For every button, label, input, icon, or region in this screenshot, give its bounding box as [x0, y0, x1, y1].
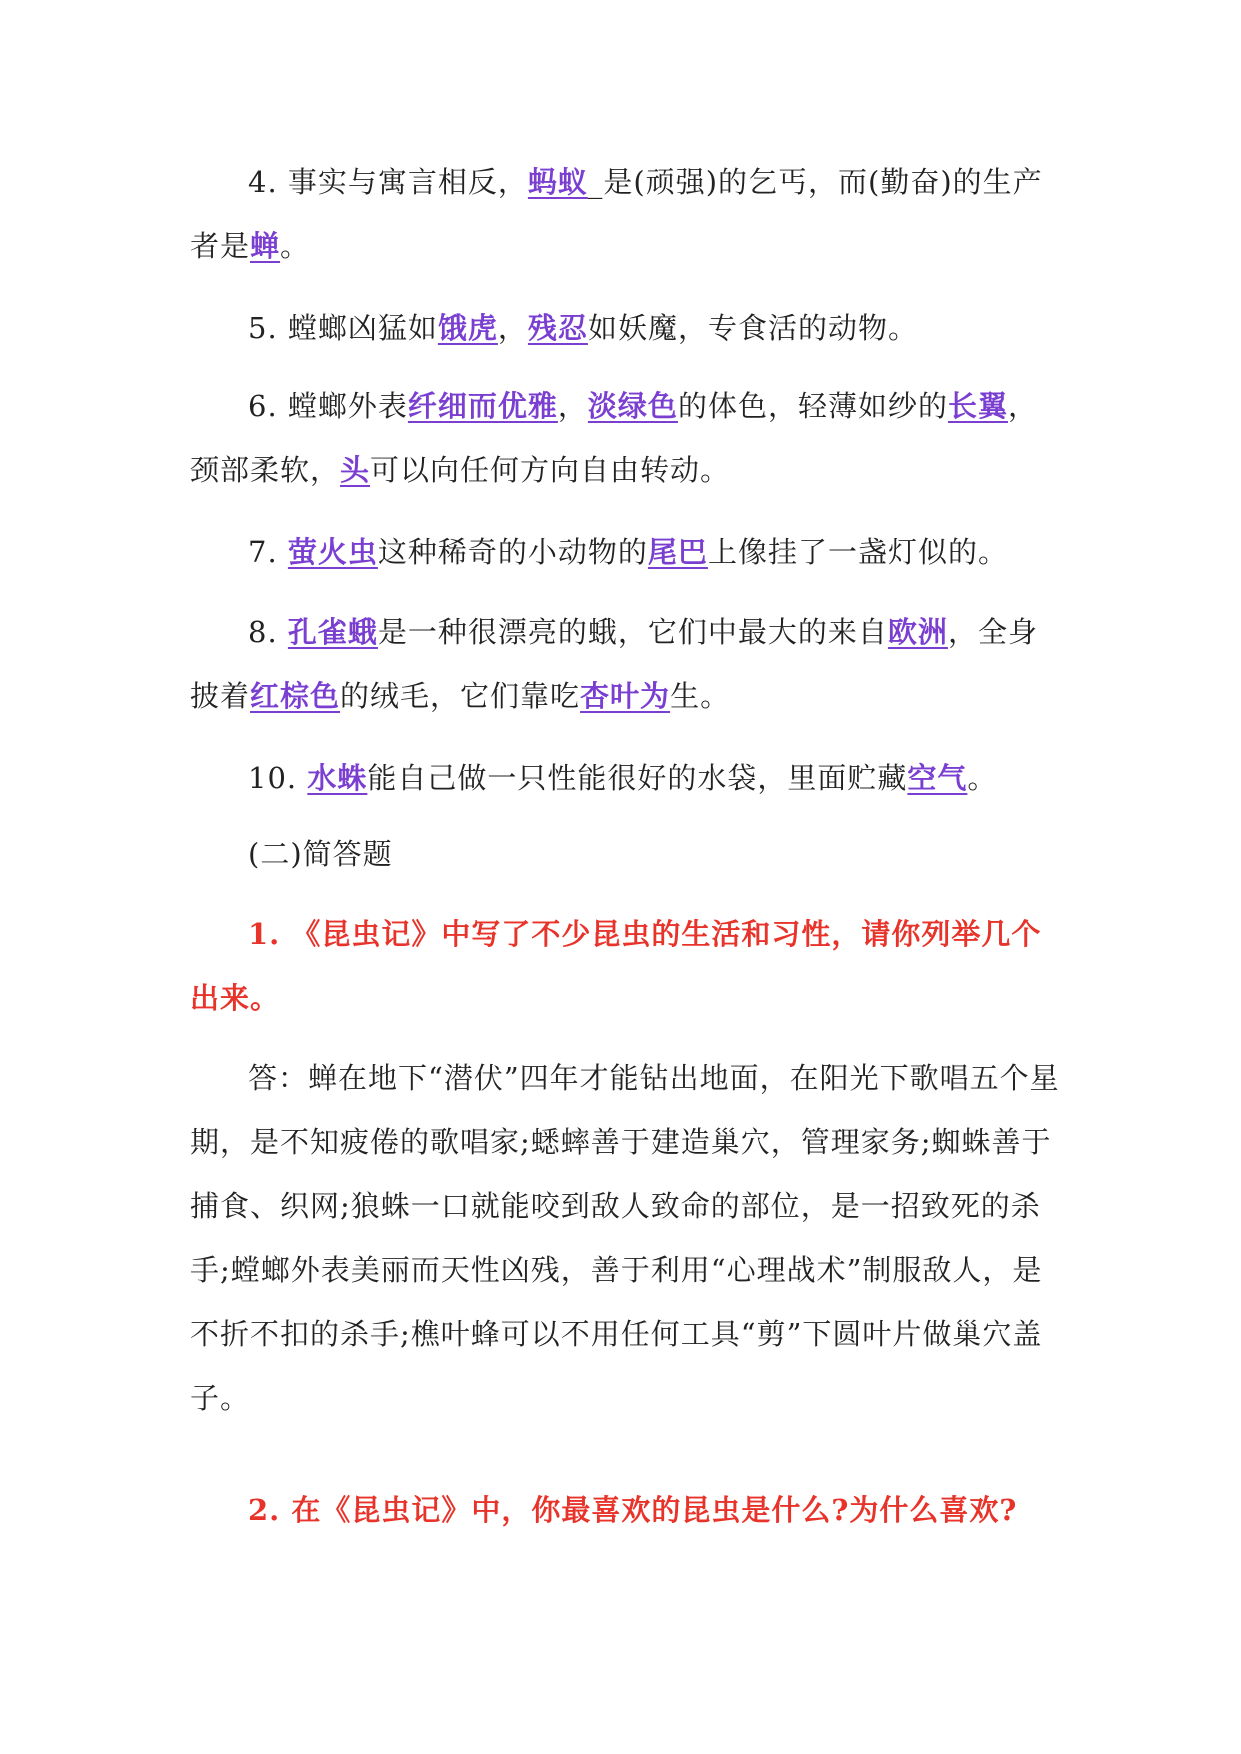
answer-blank: 萤火虫 — [287, 535, 378, 569]
question-text: 能自己做一只性能很好的水袋，里面贮藏 — [367, 761, 908, 795]
question-text: 上像挂了一盏灯似的。 — [707, 535, 1008, 569]
section-heading: (二)简答题 — [248, 837, 393, 871]
question-text: 6. 螳螂外表 — [248, 389, 408, 423]
question-text: ，全身披着 — [190, 615, 1038, 713]
question-text: 4. 事实与寓言相反， — [248, 165, 528, 199]
question-text: 7. — [248, 535, 288, 569]
question-text: ，颈部柔软， — [190, 389, 1038, 487]
answer-blank: 杏叶为 — [580, 679, 671, 713]
fill-in-question-4 — [190, 150, 1060, 278]
fill-in-question-10 — [190, 746, 1060, 810]
question-text: ， — [557, 389, 588, 423]
fill-in-question-7 — [190, 520, 1060, 584]
answer-blank: 头 — [340, 453, 371, 487]
answer-blank: 淡绿色 — [587, 389, 678, 423]
answer-blank: 水蛛 — [307, 761, 368, 795]
answer-blank: 蝉 — [250, 229, 281, 263]
question-text: 。 — [967, 761, 998, 795]
question-text: 可以向任何方向自由转动。 — [370, 453, 731, 487]
question-text: 8. — [248, 615, 288, 649]
short-answer-question-2: 2. 在《昆虫记》中，你最喜欢的昆虫是什么?为什么喜欢? — [248, 1493, 1018, 1527]
question-text: _是(顽强)的乞丐，而(勤奋)的生产者是 — [190, 165, 1043, 263]
question-text: 的绒毛，它们靠吃 — [340, 679, 581, 713]
question-text: 是一种很漂亮的蛾，它们中最大的来自 — [377, 615, 888, 649]
question-text: 这种稀奇的小动物的 — [377, 535, 648, 569]
question-text: 生。 — [670, 679, 731, 713]
fill-in-question-6 — [190, 374, 1060, 502]
fill-in-question-5 — [190, 296, 1060, 360]
question-text: 的体色，轻薄如纱的 — [677, 389, 948, 423]
answer-blank: 空气 — [907, 761, 968, 795]
question-text: ， — [497, 311, 528, 345]
question-text: 10. — [248, 761, 308, 795]
question-text: 5. 螳螂凶猛如 — [248, 311, 438, 345]
answer-blank: 孔雀蛾 — [287, 615, 378, 649]
answer-blank: 欧洲 — [887, 615, 948, 649]
question-text: 。 — [280, 229, 311, 263]
fill-in-question-8 — [190, 600, 1060, 728]
answer-blank: 蚂蚁 — [527, 165, 588, 199]
question-text: 如妖魔，专食活的动物。 — [587, 311, 918, 345]
short-answer-answer-1: 答：蝉在地下“潜伏”四年才能钻出地面，在阳光下歌唱五个星期，是不知疲倦的歌唱家;蟋蟀善于建造巢穴，管理家务;蜘蛛善于捕食、织网;狼蛛一口就能咬到敌人致命的部位，是一招致死的杀手;螳螂外表美丽而天性凶残，善于利用“心理战术”制服敌人，是不折不扣的杀手;樵叶蜂可以不用任何工具“剪”下圆叶片做巢穴盖子。 — [190, 1061, 1060, 1415]
answer-blank: 红棕色 — [250, 679, 341, 713]
answer-blank: 尾巴 — [647, 535, 708, 569]
answer-blank: 纤细而优雅 — [407, 389, 558, 423]
answer-blank: 残忍 — [527, 311, 588, 345]
answer-blank: 饿虎 — [437, 311, 498, 345]
short-answer-question-1: 1. 《昆虫记》中写了不少昆虫的生活和习性，请你列举几个出来。 — [190, 917, 1042, 1015]
answer-blank: 长翼 — [947, 389, 1008, 423]
